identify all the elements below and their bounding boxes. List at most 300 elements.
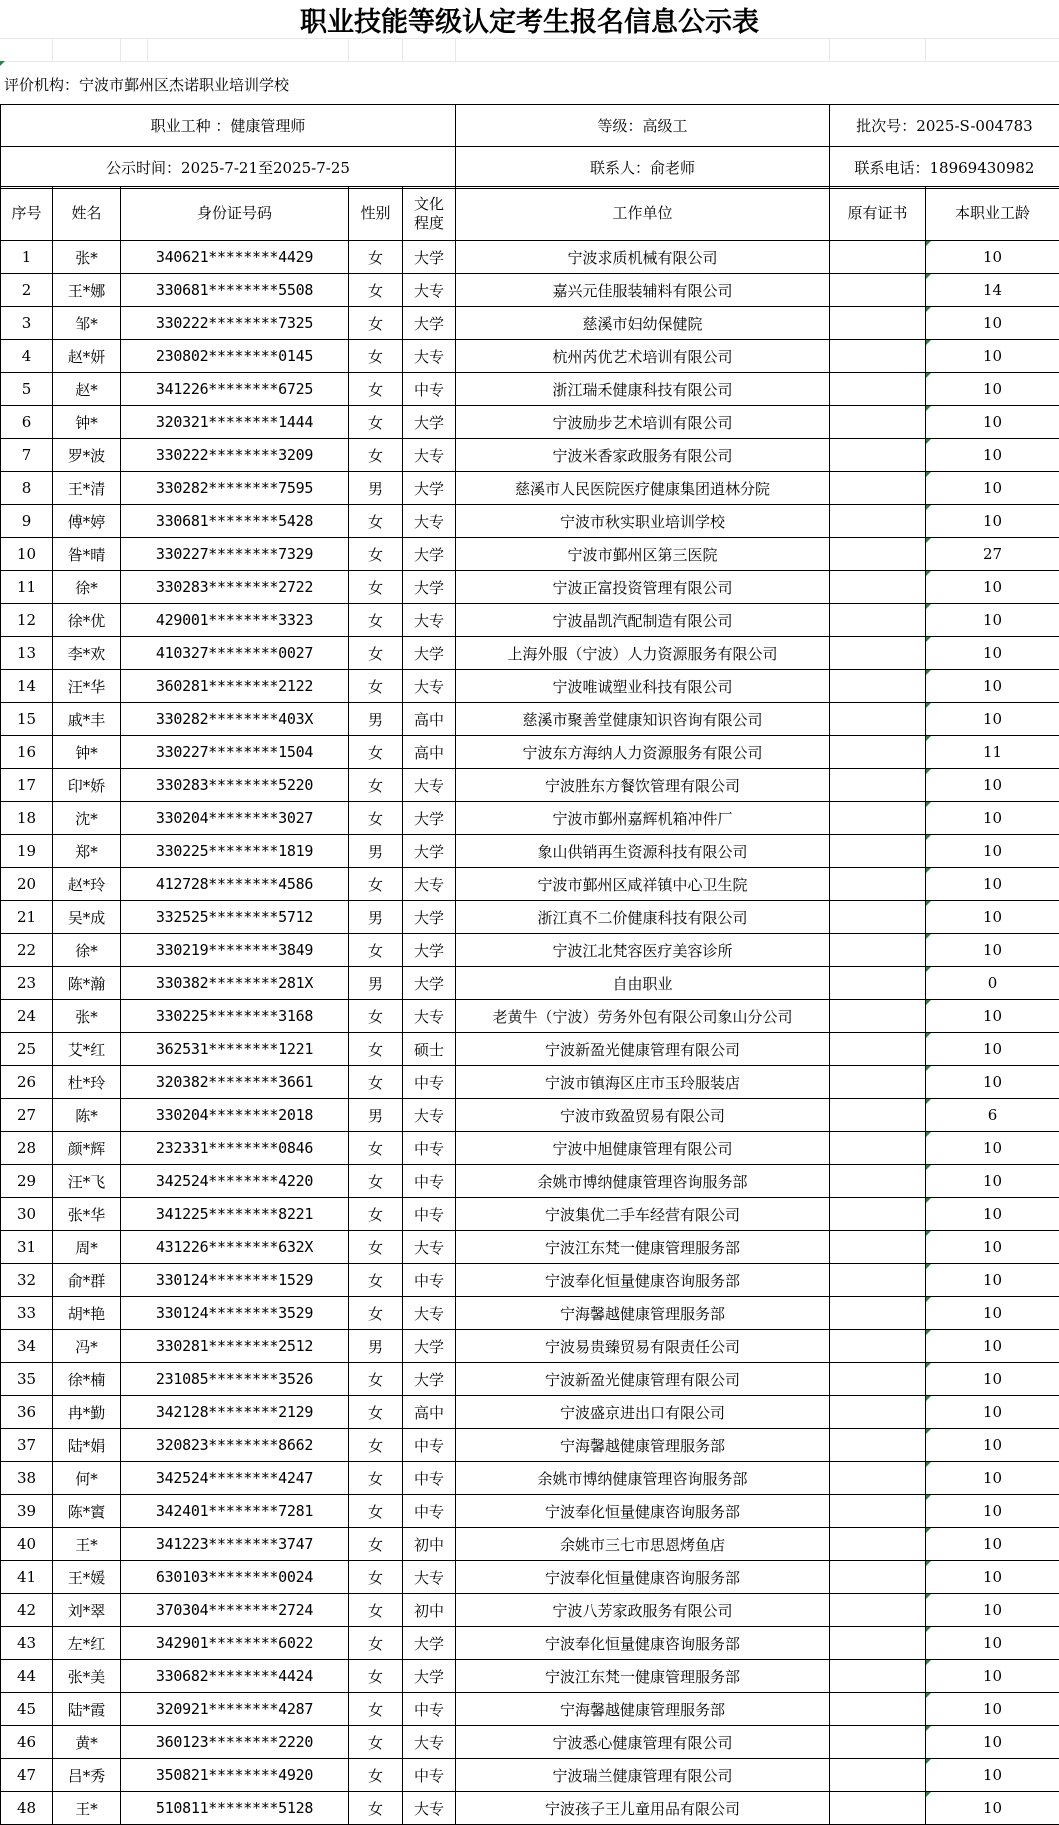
cell-id-number: 342128********2129 (121, 1396, 349, 1429)
cell-seq: 27 (1, 1099, 53, 1132)
level-cell: 等级：高级工 (456, 105, 830, 147)
cell-seq: 14 (1, 670, 53, 703)
cell-id-number: 330227********1504 (121, 736, 349, 769)
cell-name: 傅*婷 (53, 505, 121, 538)
cell-marker-icon (926, 505, 931, 510)
cell-seq: 12 (1, 604, 53, 637)
cell-gender: 男 (349, 703, 403, 736)
cell-id-number: 330382********281X (121, 967, 349, 1000)
cell-years: 10 (926, 1594, 1059, 1627)
cell-seq: 36 (1, 1396, 53, 1429)
table-row (1, 769, 1059, 802)
cell-gender: 女 (349, 1594, 403, 1627)
cell-certificate (830, 241, 926, 274)
candidate-table (0, 186, 1059, 1825)
cell-years: 10 (926, 373, 1059, 406)
cell-gender: 女 (349, 307, 403, 340)
cell-years: 10 (926, 241, 1059, 274)
cell-seq: 16 (1, 736, 53, 769)
cell-certificate (830, 1594, 926, 1627)
cell-employer: 自由职业 (456, 967, 830, 1000)
cell-years: 27 (926, 538, 1059, 571)
cell-employer: 宁波市鄞州嘉辉机箱冲件厂 (456, 802, 830, 835)
cell-id-number: 341225********8221 (121, 1198, 349, 1231)
empty-grid-row (0, 38, 1059, 62)
cell-id-number: 330681********5508 (121, 274, 349, 307)
cell-education: 中专 (403, 1759, 456, 1792)
cell-certificate (830, 1132, 926, 1165)
cell-education: 大学 (403, 538, 456, 571)
cell-id-number: 360281********2122 (121, 670, 349, 703)
cell-name: 王*媛 (53, 1561, 121, 1594)
cell-name: 俞*群 (53, 1264, 121, 1297)
cell-employer: 杭州芮优艺术培训有限公司 (456, 340, 830, 373)
cell-gender: 男 (349, 1099, 403, 1132)
cell-id-number: 330682********4424 (121, 1660, 349, 1693)
cell-certificate (830, 1462, 926, 1495)
table-row (1, 373, 1059, 406)
table-row (1, 1033, 1059, 1066)
cell-id-number: 412728********4586 (121, 868, 349, 901)
table-row (1, 1165, 1059, 1198)
header-gender: 性别 (349, 187, 403, 241)
cell-employer: 慈溪市聚善堂健康知识咨询有限公司 (456, 703, 830, 736)
table-row (1, 1231, 1059, 1264)
cell-years: 10 (926, 934, 1059, 967)
cell-id-number: 232331********0846 (121, 1132, 349, 1165)
cell-name: 戚*丰 (53, 703, 121, 736)
cell-years: 10 (926, 1759, 1059, 1792)
cell-years: 10 (926, 472, 1059, 505)
cell-name: 陆*霞 (53, 1693, 121, 1726)
cell-certificate (830, 1099, 926, 1132)
cell-marker-icon (926, 868, 931, 873)
cell-certificate (830, 802, 926, 835)
cell-certificate (830, 1000, 926, 1033)
cell-education: 中专 (403, 373, 456, 406)
table-row (1, 1693, 1059, 1726)
cell-education: 大学 (403, 1660, 456, 1693)
contact-cell: 联系人：俞老师 (456, 147, 830, 189)
cell-certificate (830, 1198, 926, 1231)
cell-seq: 4 (1, 340, 53, 373)
cell-id-number: 362531********1221 (121, 1033, 349, 1066)
table-row (1, 274, 1059, 307)
header-edu-label: 文化程度 (413, 194, 444, 232)
cell-certificate (830, 967, 926, 1000)
cell-id-number: 230802********0145 (121, 340, 349, 373)
table-row (1, 901, 1059, 934)
cell-education: 高中 (403, 1396, 456, 1429)
cell-education: 大学 (403, 934, 456, 967)
cell-gender: 女 (349, 1462, 403, 1495)
cell-name: 郑* (53, 835, 121, 868)
cell-education: 大专 (403, 670, 456, 703)
cell-education: 大专 (403, 1231, 456, 1264)
cell-years: 10 (926, 1363, 1059, 1396)
cell-certificate (830, 1165, 926, 1198)
cell-name: 昝*晴 (53, 538, 121, 571)
cell-id-number: 342901********6022 (121, 1627, 349, 1660)
cell-marker-icon (926, 439, 931, 444)
header-edu (403, 187, 456, 241)
cell-gender: 男 (349, 967, 403, 1000)
table-row (1, 670, 1059, 703)
cell-id-number: 332525********5712 (121, 901, 349, 934)
cell-gender: 女 (349, 1033, 403, 1066)
page-title: 职业技能等级认定考生报名信息公示表 (300, 6, 759, 38)
cell-marker-icon (926, 1759, 931, 1764)
cell-education: 中专 (403, 1132, 456, 1165)
cell-education: 中专 (403, 1264, 456, 1297)
cell-marker-icon (926, 769, 931, 774)
cell-marker-icon (926, 472, 931, 477)
cell-marker-icon (926, 736, 931, 741)
cell-certificate (830, 835, 926, 868)
cell-id-number: 330282********403X (121, 703, 349, 736)
cell-seq: 23 (1, 967, 53, 1000)
cell-name: 胡*艳 (53, 1297, 121, 1330)
cell-employer: 宁波八芳家政服务有限公司 (456, 1594, 830, 1627)
cell-certificate (830, 934, 926, 967)
cell-certificate (830, 505, 926, 538)
cell-id-number: 330681********5428 (121, 505, 349, 538)
cell-years: 10 (926, 1231, 1059, 1264)
cell-certificate (830, 1660, 926, 1693)
cell-id-number: 330222********7325 (121, 307, 349, 340)
header-cert: 原有证书 (830, 187, 926, 241)
table-row (1, 1495, 1059, 1528)
table-row (1, 538, 1059, 571)
cell-education: 大专 (403, 274, 456, 307)
cell-gender: 女 (349, 1396, 403, 1429)
cell-employer: 宁波求质机械有限公司 (456, 241, 830, 274)
cell-education: 大专 (403, 1000, 456, 1033)
cell-marker-icon (926, 934, 931, 939)
cell-years: 10 (926, 1726, 1059, 1759)
cell-employer: 宁波正富投资管理有限公司 (456, 571, 830, 604)
cell-years: 10 (926, 1561, 1059, 1594)
cell-marker-icon (926, 307, 931, 312)
cell-employer: 慈溪市人民医院医疗健康集团逍林分院 (456, 472, 830, 505)
cell-id-number: 410327********0027 (121, 637, 349, 670)
cell-employer: 象山供销再生资源科技有限公司 (456, 835, 830, 868)
cell-certificate (830, 571, 926, 604)
cell-marker-icon (926, 901, 931, 906)
cell-seq: 11 (1, 571, 53, 604)
cell-marker-icon (926, 1165, 931, 1170)
cell-certificate (830, 1363, 926, 1396)
cell-name: 陈*瀚 (53, 967, 121, 1000)
cell-id-number: 231085********3526 (121, 1363, 349, 1396)
cell-education: 大学 (403, 967, 456, 1000)
cell-employer: 宁波奉化恒量健康咨询服务部 (456, 1264, 830, 1297)
cell-employer: 宁波米香家政服务有限公司 (456, 439, 830, 472)
cell-marker-icon (926, 703, 931, 708)
cell-employer: 宁波悉心健康管理有限公司 (456, 1726, 830, 1759)
cell-employer: 宁波江东梵一健康管理服务部 (456, 1231, 830, 1264)
cell-employer: 宁波孩子王儿童用品有限公司 (456, 1792, 830, 1825)
cell-certificate (830, 1528, 926, 1561)
cell-id-number: 330124********1529 (121, 1264, 349, 1297)
cell-years: 10 (926, 703, 1059, 736)
cell-certificate (830, 439, 926, 472)
cell-gender: 女 (349, 1363, 403, 1396)
cell-certificate (830, 868, 926, 901)
cell-certificate (830, 1693, 926, 1726)
cell-seq: 22 (1, 934, 53, 967)
cell-seq: 45 (1, 1693, 53, 1726)
cell-seq: 32 (1, 1264, 53, 1297)
cell-name: 刘*翠 (53, 1594, 121, 1627)
cell-seq: 26 (1, 1066, 53, 1099)
cell-seq: 40 (1, 1528, 53, 1561)
cell-certificate (830, 373, 926, 406)
cell-gender: 女 (349, 571, 403, 604)
cell-employer: 宁波市镇海区庄市玉玲服装店 (456, 1066, 830, 1099)
cell-seq: 2 (1, 274, 53, 307)
cell-years: 10 (926, 835, 1059, 868)
cell-certificate (830, 670, 926, 703)
cell-name: 李*欢 (53, 637, 121, 670)
cell-marker-icon (926, 1561, 931, 1566)
cell-education: 大学 (403, 1363, 456, 1396)
table-row (1, 1462, 1059, 1495)
table-row (1, 406, 1059, 439)
cell-seq: 8 (1, 472, 53, 505)
cell-id-number: 320382********3661 (121, 1066, 349, 1099)
cell-id-number: 330124********3529 (121, 1297, 349, 1330)
cell-certificate (830, 1429, 926, 1462)
cell-employer: 宁波市致盈贸易有限公司 (456, 1099, 830, 1132)
cell-certificate (830, 538, 926, 571)
cell-id-number: 341223********3747 (121, 1528, 349, 1561)
cell-seq: 39 (1, 1495, 53, 1528)
cell-education: 大学 (403, 472, 456, 505)
table-row (1, 736, 1059, 769)
cell-education: 大学 (403, 241, 456, 274)
cell-id-number: 342401********7281 (121, 1495, 349, 1528)
cell-gender: 女 (349, 1165, 403, 1198)
cell-name: 周* (53, 1231, 121, 1264)
period-cell: 公示时间：2025-7-21至2025-7-25 (1, 147, 456, 189)
cell-id-number: 320823********8662 (121, 1429, 349, 1462)
cell-gender: 女 (349, 637, 403, 670)
cell-years: 0 (926, 967, 1059, 1000)
table-row (1, 1330, 1059, 1363)
cell-employer: 上海外服（宁波）人力资源服务有限公司 (456, 637, 830, 670)
cell-gender: 男 (349, 472, 403, 505)
cell-seq: 37 (1, 1429, 53, 1462)
table-row (1, 1429, 1059, 1462)
table-row (1, 1066, 1059, 1099)
cell-years: 10 (926, 769, 1059, 802)
table-row (1, 472, 1059, 505)
cell-gender: 女 (349, 1000, 403, 1033)
cell-name: 钟* (53, 406, 121, 439)
cell-employer: 宁波市鄞州区第三医院 (456, 538, 830, 571)
cell-employer: 宁波易贵臻贸易有限责任公司 (456, 1330, 830, 1363)
table-row (1, 439, 1059, 472)
cell-seq: 34 (1, 1330, 53, 1363)
cell-marker-icon (926, 1462, 931, 1467)
cell-id-number: 342524********4220 (121, 1165, 349, 1198)
cell-seq: 24 (1, 1000, 53, 1033)
cell-gender: 女 (349, 1066, 403, 1099)
cell-employer: 宁波瑞兰健康管理有限公司 (456, 1759, 830, 1792)
cell-employer: 慈溪市妇幼保健院 (456, 307, 830, 340)
cell-id-number: 360123********2220 (121, 1726, 349, 1759)
header-employer: 工作单位 (456, 187, 830, 241)
cell-gender: 女 (349, 604, 403, 637)
cell-gender: 女 (349, 406, 403, 439)
cell-marker-icon (926, 1297, 931, 1302)
cell-education: 大学 (403, 637, 456, 670)
cell-name: 陆*娟 (53, 1429, 121, 1462)
cell-name: 陈* (53, 1099, 121, 1132)
cell-gender: 女 (349, 1231, 403, 1264)
cell-seq: 13 (1, 637, 53, 670)
cell-certificate (830, 472, 926, 505)
cell-years: 10 (926, 307, 1059, 340)
cell-seq: 47 (1, 1759, 53, 1792)
cell-employer: 宁波江北梵容医疗美容诊所 (456, 934, 830, 967)
cell-seq: 25 (1, 1033, 53, 1066)
cell-name: 汪*华 (53, 670, 121, 703)
cell-education: 大专 (403, 439, 456, 472)
cell-name: 沈* (53, 802, 121, 835)
cell-id-number: 330204********2018 (121, 1099, 349, 1132)
cell-certificate (830, 1561, 926, 1594)
cell-employer: 宁波励步艺术培训有限公司 (456, 406, 830, 439)
cell-id-number: 330204********3027 (121, 802, 349, 835)
cell-marker-icon (926, 373, 931, 378)
cell-marker-icon (926, 1396, 931, 1401)
cell-name: 徐* (53, 571, 121, 604)
cell-name: 冉*勤 (53, 1396, 121, 1429)
cell-certificate (830, 274, 926, 307)
cell-id-number: 370304********2724 (121, 1594, 349, 1627)
cell-gender: 女 (349, 934, 403, 967)
cell-certificate (830, 1759, 926, 1792)
cell-education: 中专 (403, 1429, 456, 1462)
cell-name: 徐*楠 (53, 1363, 121, 1396)
cell-name: 冯* (53, 1330, 121, 1363)
cell-education: 大学 (403, 835, 456, 868)
cell-seq: 33 (1, 1297, 53, 1330)
cell-employer: 宁波新盈光健康管理有限公司 (456, 1363, 830, 1396)
cell-id-number: 330225********3168 (121, 1000, 349, 1033)
cell-marker-icon (926, 1000, 931, 1005)
cell-gender: 女 (349, 1429, 403, 1462)
cell-certificate (830, 1033, 926, 1066)
cell-education: 中专 (403, 1462, 456, 1495)
cell-seq: 28 (1, 1132, 53, 1165)
cell-education: 大专 (403, 340, 456, 373)
cell-education: 大专 (403, 1099, 456, 1132)
cell-education: 大学 (403, 1330, 456, 1363)
cell-name: 王* (53, 1792, 121, 1825)
cell-marker-icon (926, 1693, 931, 1698)
cell-seq: 41 (1, 1561, 53, 1594)
header-id: 身份证号码 (121, 187, 349, 241)
cell-seq: 42 (1, 1594, 53, 1627)
cell-id-number: 341226********6725 (121, 373, 349, 406)
cell-education: 中专 (403, 1165, 456, 1198)
cell-name: 赵*妍 (53, 340, 121, 373)
cell-name: 吴*成 (53, 901, 121, 934)
cell-seq: 18 (1, 802, 53, 835)
cell-marker-icon (926, 1594, 931, 1599)
cell-gender: 女 (349, 1495, 403, 1528)
cell-id-number: 320321********1444 (121, 406, 349, 439)
cell-seq: 5 (1, 373, 53, 406)
cell-certificate (830, 1726, 926, 1759)
cell-certificate (830, 340, 926, 373)
cell-marker-icon (926, 1528, 931, 1533)
cell-gender: 女 (349, 1297, 403, 1330)
cell-name: 张* (53, 241, 121, 274)
cell-years: 10 (926, 868, 1059, 901)
cell-employer: 浙江真不二价健康科技有限公司 (456, 901, 830, 934)
table-row (1, 868, 1059, 901)
cell-certificate (830, 1627, 926, 1660)
cell-name: 王*清 (53, 472, 121, 505)
cell-employer: 宁波新盈光健康管理有限公司 (456, 1033, 830, 1066)
cell-marker-icon (926, 1429, 931, 1434)
cell-certificate (830, 1330, 926, 1363)
cell-years: 10 (926, 670, 1059, 703)
cell-seq: 1 (1, 241, 53, 274)
cell-seq: 15 (1, 703, 53, 736)
cell-seq: 44 (1, 1660, 53, 1693)
cell-gender: 男 (349, 1330, 403, 1363)
cell-years: 10 (926, 1693, 1059, 1726)
cell-gender: 女 (349, 538, 403, 571)
cell-years: 10 (926, 340, 1059, 373)
cell-seq: 21 (1, 901, 53, 934)
cell-seq: 38 (1, 1462, 53, 1495)
cell-years: 10 (926, 1264, 1059, 1297)
table-row (1, 307, 1059, 340)
cell-marker-icon (926, 241, 931, 246)
cell-years: 10 (926, 637, 1059, 670)
cell-employer: 宁波江东梵一健康管理服务部 (456, 1660, 830, 1693)
cell-education: 大专 (403, 1792, 456, 1825)
cell-certificate (830, 1297, 926, 1330)
cell-name: 徐* (53, 934, 121, 967)
cell-marker-icon (926, 1066, 931, 1071)
cell-seq: 20 (1, 868, 53, 901)
cell-marker-icon (926, 1660, 931, 1665)
cell-education: 硕士 (403, 1033, 456, 1066)
cell-gender: 女 (349, 1726, 403, 1759)
cell-years: 10 (926, 901, 1059, 934)
cell-marker-icon (926, 571, 931, 576)
cell-gender: 女 (349, 505, 403, 538)
cell-employer: 宁波胜东方餐饮管理有限公司 (456, 769, 830, 802)
cell-name: 罗*波 (53, 439, 121, 472)
cell-id-number: 431226********632X (121, 1231, 349, 1264)
cell-seq: 10 (1, 538, 53, 571)
table-row (1, 1132, 1059, 1165)
cell-years: 10 (926, 1330, 1059, 1363)
table-row (1, 1660, 1059, 1693)
cell-employer: 嘉兴元佳服装辅料有限公司 (456, 274, 830, 307)
cell-marker-icon (926, 604, 931, 609)
cell-name: 颜*辉 (53, 1132, 121, 1165)
cell-marker-icon (926, 1198, 931, 1203)
